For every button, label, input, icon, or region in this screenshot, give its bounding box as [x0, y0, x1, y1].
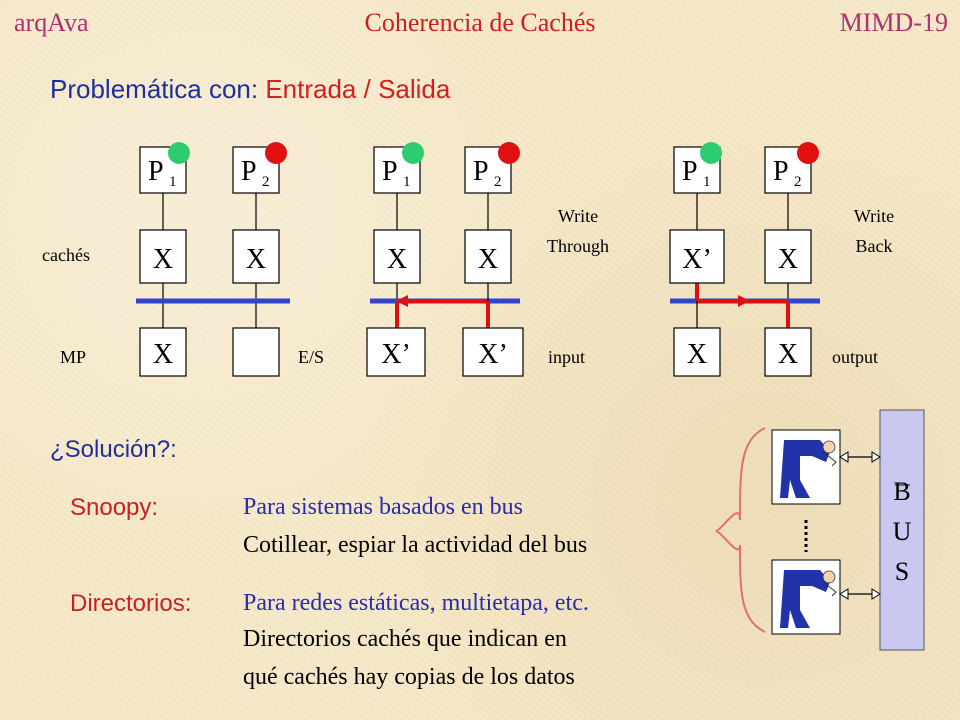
io-direction-label: output: [832, 347, 879, 367]
directories-line-2: Directorios cachés que indican en: [243, 626, 567, 652]
red-status-icon: [498, 142, 520, 164]
processor-2-label: P: [241, 156, 257, 187]
io-box: [233, 328, 279, 376]
processor-1-label: P: [682, 156, 698, 187]
directories-term: Directorios:: [70, 590, 192, 617]
grouping-brace: [716, 428, 765, 632]
subtitle-highlight: Entrada / Salida: [265, 74, 451, 104]
page-title: Coherencia de Cachés: [364, 8, 596, 37]
directories-line-3: qué cachés hay copias de los datos: [243, 664, 575, 690]
snoopy-line-1: Para sistemas basados en bus: [243, 494, 523, 520]
subtitle-prefix: Problemática con:: [50, 74, 266, 104]
bus-letter-b: B: [893, 477, 911, 506]
green-status-icon: [168, 142, 190, 164]
cache-1-value: X’: [682, 244, 712, 275]
processor-1-sub: 1: [403, 174, 411, 190]
scenario-2: [367, 142, 609, 376]
policy-label-line2: Through: [547, 236, 609, 256]
io-value: X: [777, 339, 799, 370]
memory-value: X’: [381, 339, 411, 370]
course-label: arqAva: [14, 8, 89, 37]
cache-2-value: X: [477, 244, 499, 275]
red-status-icon: [797, 142, 819, 164]
cache-1-value: X: [386, 244, 408, 275]
green-status-icon: [700, 142, 722, 164]
processor-2-sub: 2: [494, 174, 502, 190]
bus-letter-s: S: [894, 557, 910, 586]
processor-1-sub: 1: [703, 174, 711, 190]
processor-2-label: P: [473, 156, 489, 187]
solution-heading: ¿Solución?:: [50, 436, 177, 463]
snoopy-line-2: Cotillear, espiar la actividad del bus: [243, 532, 588, 558]
scenario-3: [670, 142, 894, 376]
es-label: E/S: [298, 347, 325, 367]
mp-label: MP: [60, 347, 87, 367]
bus-letter-u: U: [892, 517, 912, 546]
cache-1-value: X: [152, 244, 174, 275]
slide-number: MIMD-19: [839, 8, 948, 37]
cache-2-value: X: [777, 244, 799, 275]
processor-1-label: P: [382, 156, 398, 187]
policy-label-line1: Write: [853, 206, 895, 226]
processor-2-sub: 2: [262, 174, 270, 190]
snoopy-term: Snoopy:: [70, 494, 159, 521]
processor-1-sub: 1: [169, 174, 177, 190]
green-status-icon: [402, 142, 424, 164]
policy-label-line1: Write: [557, 206, 599, 226]
directories-line-1: Para redes estáticas, multietapa, etc.: [243, 590, 589, 616]
memory-value: X: [686, 339, 708, 370]
processor-1-label: P: [148, 156, 164, 187]
io-direction-label: input: [548, 347, 586, 367]
bus-illustration: [716, 410, 924, 650]
processor-2-label: P: [773, 156, 789, 187]
memory-value: X: [152, 339, 174, 370]
scenario-1: [136, 142, 290, 376]
cache-2-value: X: [245, 244, 267, 275]
caches-label: cachés: [42, 245, 90, 265]
processor-2-sub: 2: [794, 174, 802, 190]
policy-label-line2: Back: [855, 236, 893, 256]
io-value: X’: [478, 339, 508, 370]
red-status-icon: [265, 142, 287, 164]
